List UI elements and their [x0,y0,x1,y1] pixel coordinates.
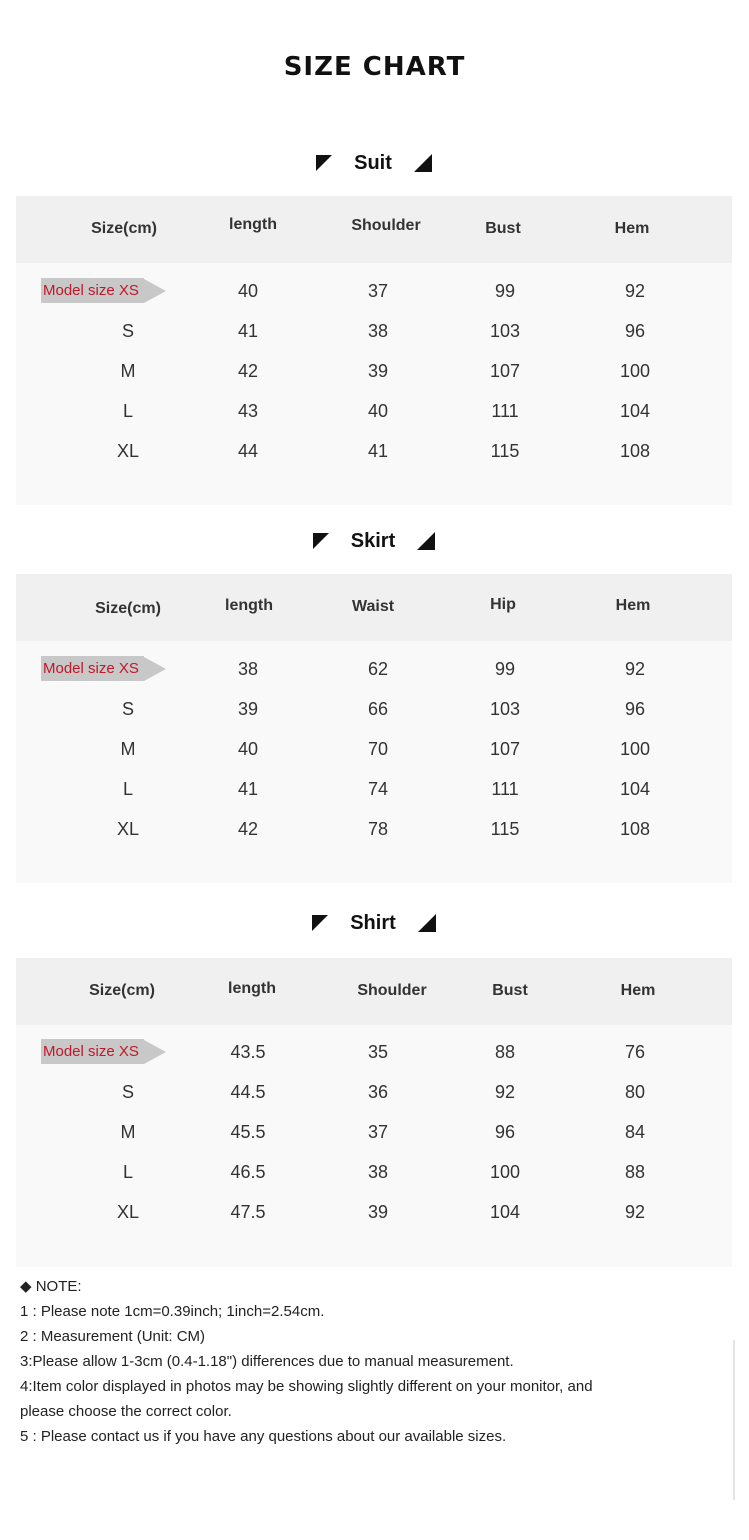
table-cell: 41 [237,779,259,799]
table-cell: L [122,1162,134,1182]
model-size-label: Model size XS [41,1039,144,1064]
table-cell: 100 [489,1162,521,1182]
table-cell: S [121,321,135,341]
table-cell: L [122,779,134,799]
table-body [16,1025,732,1267]
table-cell: XL [116,441,140,461]
model-size-label: Model size XS [41,656,144,681]
section-title: Shirt [350,911,396,934]
notes-block [20,1274,720,1449]
table-cell: 47.5 [230,1202,266,1222]
table-cell: 76 [624,1042,646,1062]
note-line: 1 : Please note 1cm=0.39inch; 1inch=2.54cm. [20,1303,325,1320]
table-cell: 111 [491,779,519,799]
column-header: length [229,216,277,233]
table-cell: 84 [624,1122,646,1142]
model-size-tag [41,656,166,681]
table-body [16,263,732,505]
table-cell: 92 [624,281,646,301]
note-line: 4:Item color displayed in photos may be showing slightly different on your monitor, and [20,1378,593,1395]
column-header: length [228,980,276,997]
column-header: Waist [351,598,395,615]
table-cell: 99 [494,281,516,301]
table-cell: 43 [237,401,259,421]
table-cell: 40 [237,281,259,301]
section-title: Skirt [350,529,396,552]
table-cell: 37 [367,1122,389,1142]
table-cell: 96 [624,321,646,341]
table-header [16,574,732,641]
table-cell: 45.5 [230,1122,266,1142]
table-cell: XL [116,1202,140,1222]
note-line: 2 : Measurement (Unit: CM) [20,1328,206,1345]
corner-triangle-right-icon [414,154,432,172]
column-header: Bust [492,982,528,999]
table-cell: 38 [367,321,389,341]
table-cell: 38 [367,1162,389,1182]
table-cell: 92 [624,659,646,679]
column-header: Size(cm) [89,982,155,999]
section-heading [16,908,732,938]
table-cell: 108 [619,819,651,839]
table-cell: 107 [489,361,521,381]
table-cell: 37 [367,281,389,301]
table-cell: 36 [367,1082,389,1102]
page-title: SIZE CHART [283,52,466,82]
table-cell: 92 [624,1202,646,1222]
table-cell: 107 [489,739,521,759]
table-cell: 39 [367,1202,389,1222]
table-cell: 38 [237,659,259,679]
table-cell: XL [116,819,140,839]
note-heading: ◆ NOTE: [20,1278,82,1295]
table-cell: 46.5 [230,1162,266,1182]
table-cell: 44.5 [230,1082,266,1102]
table-cell: 88 [494,1042,516,1062]
table-cell: 99 [494,659,516,679]
table-header [16,958,732,1025]
table-cell: 103 [489,321,521,341]
table-cell: M [120,1122,136,1142]
corner-triangle-left-icon [316,155,332,171]
column-header: Bust [485,220,521,237]
table-cell: M [120,361,136,381]
table-cell: S [121,1082,135,1102]
table-cell: 100 [619,361,651,381]
table-cell: 74 [367,779,389,799]
column-header: Hem [614,220,650,237]
column-header: Shoulder [357,982,427,999]
model-size-tag [41,1039,166,1064]
table-cell: 35 [367,1042,389,1062]
section-title: Suit [354,151,392,174]
column-header: Size(cm) [91,220,157,237]
corner-triangle-right-icon [417,532,435,550]
column-header: Shoulder [351,217,421,234]
table-cell: 41 [237,321,259,341]
table-cell: 80 [624,1082,646,1102]
table-cell: 115 [490,441,520,461]
table-cell: 88 [624,1162,646,1182]
table-cell: 42 [237,361,259,381]
table-cell: L [122,401,134,421]
arrow-icon [144,279,166,303]
table-cell: 39 [237,699,259,719]
table-cell: 111 [491,401,519,421]
model-size-tag [41,278,166,303]
table-cell: 39 [367,361,389,381]
table-cell: 42 [237,819,259,839]
divider [733,1340,735,1500]
table-cell: 44 [237,441,259,461]
section-heading [16,526,732,556]
table-cell: S [121,699,135,719]
table-cell: 40 [367,401,389,421]
arrow-icon [144,657,166,681]
arrow-icon [144,1040,166,1064]
table-cell: 108 [619,441,651,461]
table-cell: 100 [619,739,651,759]
table-header [16,196,732,263]
table-cell: 62 [367,659,389,679]
table-body [16,641,732,883]
table-cell: 78 [367,819,389,839]
table-cell: 104 [489,1202,521,1222]
table-cell: 103 [489,699,521,719]
note-line: 3:Please allow 1-3cm (0.4-1.18") differences due to manual measurement. [20,1353,514,1370]
note-line: 5 : Please contact us if you have any questions about our available sizes. [20,1428,507,1445]
table-cell: 43.5 [230,1042,266,1062]
column-header: length [225,597,273,614]
table-cell: 40 [237,739,259,759]
table-cell: 104 [619,779,651,799]
corner-triangle-right-icon [418,914,436,932]
column-header: Hip [490,596,516,613]
table-cell: 41 [367,441,389,461]
note-line: please choose the correct color. [20,1403,232,1420]
model-size-label: Model size XS [41,278,144,303]
table-cell: 104 [619,401,651,421]
column-header: Hem [620,982,656,999]
corner-triangle-left-icon [312,915,328,931]
section-heading [16,148,732,178]
table-cell: 70 [367,739,389,759]
column-header: Hem [615,597,651,614]
corner-triangle-left-icon [313,533,329,549]
table-cell: 115 [490,819,520,839]
table-cell: 96 [494,1122,516,1142]
table-cell: 96 [624,699,646,719]
table-cell: 66 [367,699,389,719]
column-header: Size(cm) [95,600,161,617]
table-cell: 92 [494,1082,516,1102]
table-cell: M [120,739,136,759]
